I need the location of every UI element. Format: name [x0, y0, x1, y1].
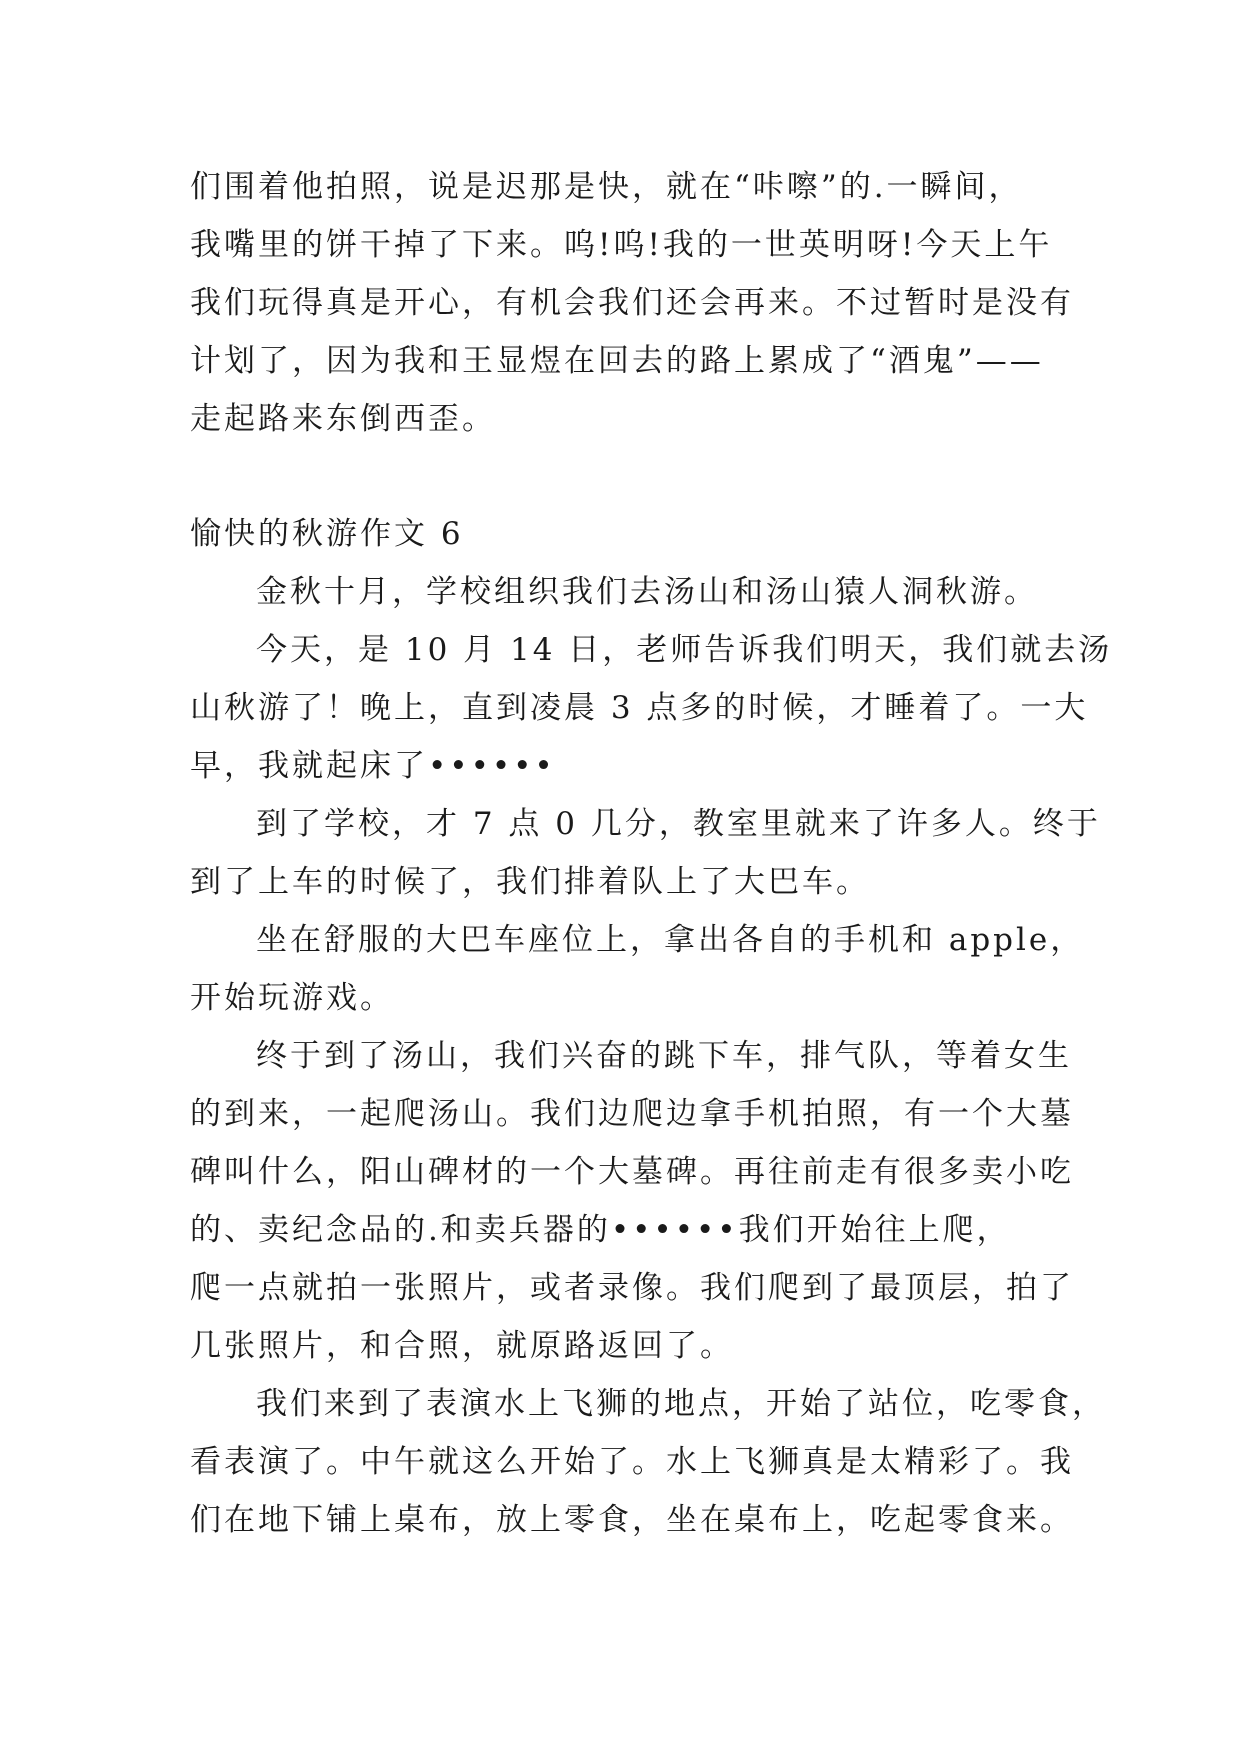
essay-body [190, 563, 1113, 1549]
paragraph-line: 我们玩得真是开心，有机会我们还会再来。不过暂时是没有 [190, 285, 1074, 321]
essay-line: 碑叫什么，阳山碑材的一个大墓碑。再往前走有很多卖小吃 [190, 1154, 1074, 1190]
paragraph-line: 走起路来东倒西歪。 [190, 401, 496, 437]
essay-line: 终于到了汤山，我们兴奋的跳下车，排气队，等着女生 [256, 1038, 1072, 1074]
essay-line: 我们来到了表演水上飞狮的地点，开始了站位，吃零食， [256, 1386, 1106, 1422]
essay-line: 的、卖纪念品的.和卖兵器的••••••我们开始往上爬， [190, 1212, 1011, 1248]
essay-line: 看表演了。中午就这么开始了。水上飞狮真是太精彩了。我 [190, 1444, 1074, 1480]
section-title: 愉快的秋游作文 6 [190, 516, 464, 552]
essay-line: 到了学校，才 7 点 0 几分，教室里就来了许多人。终于 [256, 806, 1101, 842]
paragraph-line: 们围着他拍照，说是迟那是快，就在“咔嚓”的.一瞬间， [190, 169, 1023, 205]
continuation-paragraph [190, 158, 1074, 448]
essay-line: 到了上车的时候了，我们排着队上了大巴车。 [190, 864, 870, 900]
essay-line: 的到来，一起爬汤山。我们边爬边拿手机拍照，有一个大墓 [190, 1096, 1074, 1132]
essay-line: 爬一点就拍一张照片，或者录像。我们爬到了最顶层，拍了 [190, 1270, 1074, 1306]
essay-line: 金秋十月，学校组织我们去汤山和汤山猿人洞秋游。 [256, 574, 1038, 610]
essay-line: 们在地下铺上桌布，放上零食，坐在桌布上，吃起零食来。 [190, 1502, 1074, 1538]
essay-line: 山秋游了！晚上，直到凌晨 3 点多的时候，才睡着了。一大 [190, 690, 1089, 726]
paragraph-line: 计划了，因为我和王显煜在回去的路上累成了“酒鬼”—— [190, 343, 1044, 379]
section-heading-block [190, 505, 1070, 563]
paragraph-line: 我嘴里的饼干掉了下来。呜!呜!我的一世英明呀!今天上午 [190, 227, 1053, 263]
essay-line: 坐在舒服的大巴车座位上，拿出各自的手机和 apple， [256, 922, 1085, 958]
essay-line: 开始玩游戏。 [190, 980, 394, 1016]
essay-line: 几张照片，和合照，就原路返回了。 [190, 1328, 734, 1364]
essay-line: 早，我就起床了•••••• [190, 748, 556, 784]
essay-line: 今天，是 10 月 14 日，老师告诉我们明天，我们就去汤 [256, 632, 1113, 668]
